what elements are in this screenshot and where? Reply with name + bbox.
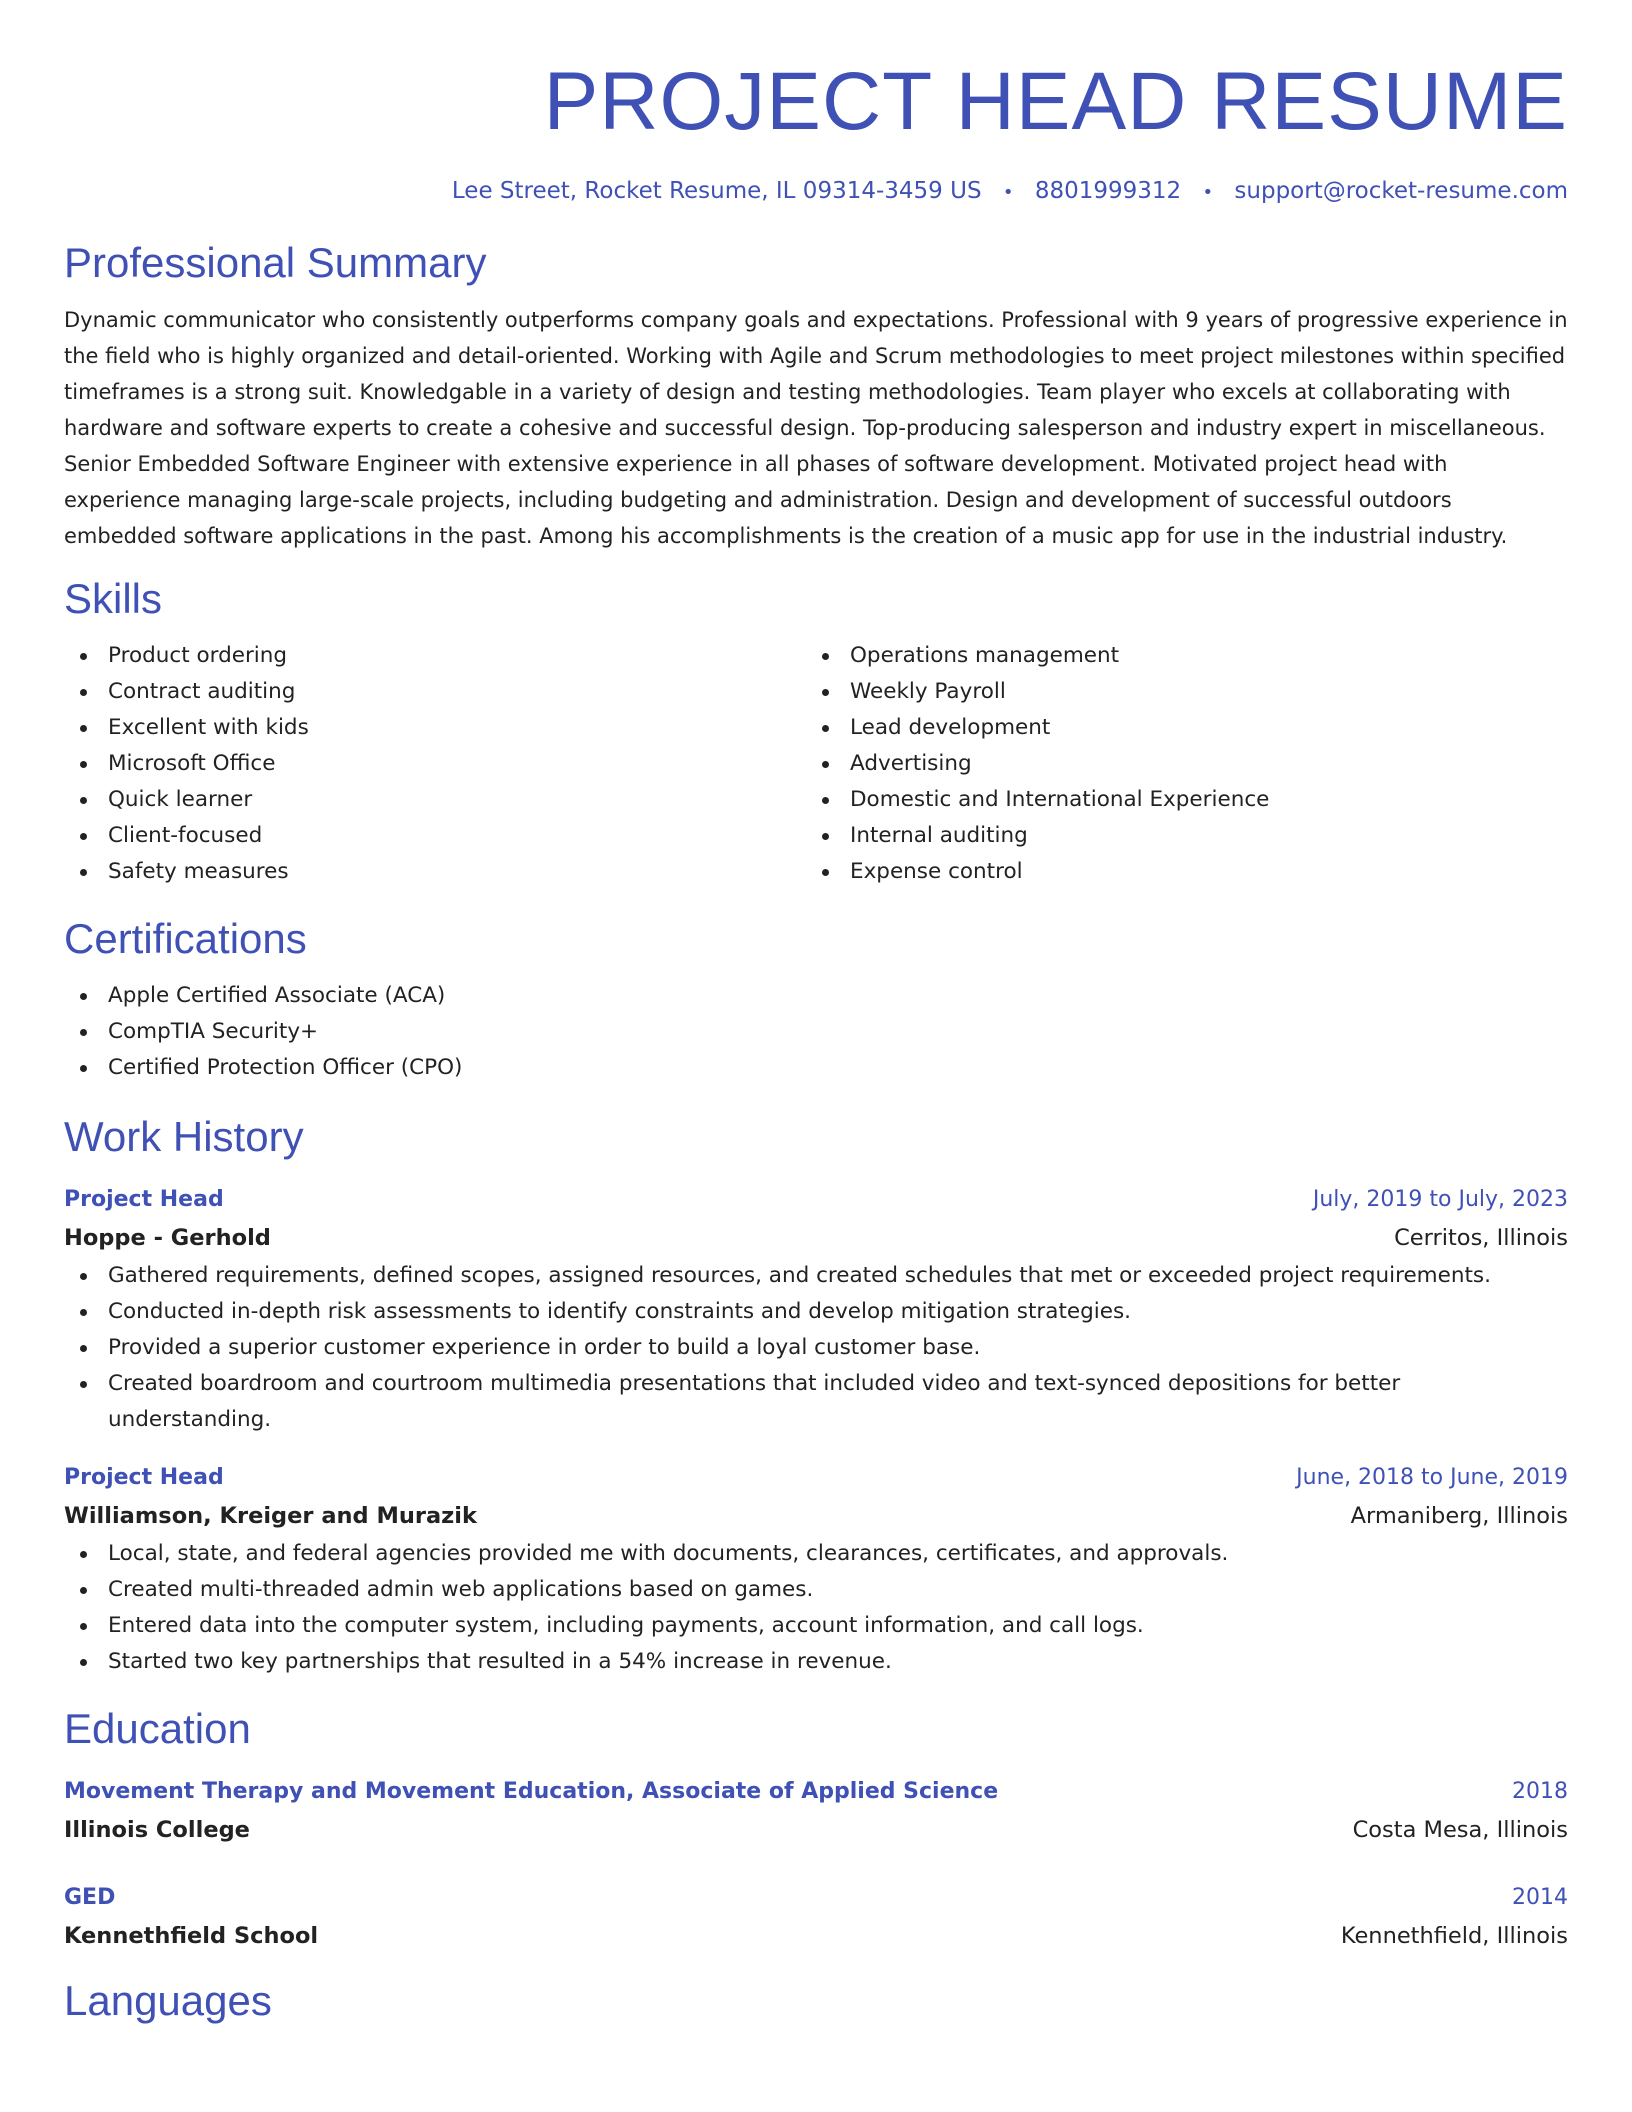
separator-dot: • [1002, 182, 1014, 203]
job-location: Armaniberg, Illinois [1350, 1503, 1568, 1529]
email-link[interactable]: support@rocket-resume.com [1234, 178, 1568, 204]
list-item: Conducted in-depth risk assessments to identify constraints and develop mitigation strategies. [64, 1294, 1568, 1330]
graduation-year: 2014 [1512, 1885, 1568, 1910]
list-item: Local, state, and federal agencies provided me with documents, clearances, certificates, and approvals. [64, 1536, 1568, 1572]
list-item: Lead development [806, 710, 1548, 746]
education-header [64, 1880, 1568, 1916]
separator-dot: • [1202, 182, 1214, 203]
school-location: Kennethfield, Illinois [1340, 1923, 1568, 1949]
job-bullets [64, 1536, 1568, 1680]
list-item: Quick learner [64, 782, 806, 818]
job-subheader [64, 1218, 1568, 1258]
graduation-year: 2018 [1512, 1779, 1568, 1804]
list-item: Operations management [806, 638, 1548, 674]
resume-title: PROJECT HEAD RESUME [543, 56, 1568, 147]
education-entry [64, 1880, 1568, 1956]
summary-text: Dynamic communicator who consistently outperforms company goals and expectations. Professional with 9 years of progressive experience in the field who is highly organized and detail-oriented. Working with Agile and Scrum methodologies to meet project milestones within specified timeframes is a strong suit. Knowledgable in a variety of design and testing methodologies. Team player who excels at collaborating with hardware and software experts to create a cohesive and successful design. Top-producing salesperson and industry expert in miscellaneous. Senior Embedded Software Engineer with extensive experience in all phases of software development. Motivated project head with experience managing large-scale projects, including budgeting and administration. Design and development of successful outdoors embedded software applications in the past. Among his accomplishments is the creation of a music app for use in the industrial industry. [64, 308, 1568, 548]
skills-heading: Skills [64, 575, 163, 622]
job-location: Cerritos, Illinois [1394, 1225, 1568, 1251]
certifications-list [64, 978, 1568, 1086]
languages-heading: Languages [64, 1977, 272, 2024]
education-entry [64, 1774, 1568, 1850]
company-name: Williamson, Kreiger and Murazik [64, 1503, 477, 1529]
school-location: Costa Mesa, Illinois [1352, 1817, 1568, 1843]
list-item: Safety measures [64, 854, 806, 890]
list-item: Provided a superior customer experience in order to build a loyal customer base. [64, 1330, 1568, 1366]
job-entry [64, 1182, 1568, 1438]
contact-line [64, 176, 1568, 208]
list-item: Microsoft Office [64, 746, 806, 782]
list-item: CompTIA Security+ [64, 1014, 1568, 1050]
degree: GED [64, 1885, 116, 1910]
education-subheader [64, 1916, 1568, 1956]
job-entry [64, 1460, 1568, 1680]
skills-list-right [806, 638, 1548, 890]
list-item: Product ordering [64, 638, 806, 674]
school-name: Illinois College [64, 1817, 250, 1843]
list-item: Contract auditing [64, 674, 806, 710]
job-bullets [64, 1258, 1568, 1438]
list-item: Weekly Payroll [806, 674, 1548, 710]
list-item: Created boardroom and courtroom multimedia presentations that included video and text-synced depositions for better understanding. [64, 1366, 1568, 1438]
list-item: Started two key partnerships that resulted in a 54% increase in revenue. [64, 1644, 1568, 1680]
job-title: Project Head [64, 1187, 224, 1212]
list-item: Apple Certified Associate (ACA) [64, 978, 1568, 1014]
summary-heading: Professional Summary [64, 239, 487, 286]
list-item: Client-focused [64, 818, 806, 854]
list-item: Excellent with kids [64, 710, 806, 746]
skills-list-left [64, 638, 806, 890]
degree: Movement Therapy and Movement Education, Associate of Applied Science [64, 1779, 999, 1804]
certifications-heading: Certifications [64, 915, 307, 962]
education-heading: Education [64, 1705, 251, 1752]
list-item: Expense control [806, 854, 1548, 890]
job-header [64, 1182, 1568, 1218]
job-dates: July, 2019 to July, 2023 [1312, 1187, 1568, 1212]
job-header [64, 1460, 1568, 1496]
list-item: Gathered requirements, defined scopes, assigned resources, and created schedules that met or exceeded project requirements. [64, 1258, 1568, 1294]
list-item: Internal auditing [806, 818, 1548, 854]
work-history-heading: Work History [64, 1113, 304, 1160]
address: Lee Street, Rocket Resume, IL 09314-3459 US [451, 178, 982, 204]
job-dates: June, 2018 to June, 2019 [1296, 1465, 1568, 1490]
skills-columns [64, 638, 1568, 890]
list-item: Advertising [806, 746, 1548, 782]
education-subheader [64, 1810, 1568, 1850]
company-name: Hoppe - Gerhold [64, 1225, 271, 1251]
list-item: Created multi-threaded admin web applications based on games. [64, 1572, 1568, 1608]
school-name: Kennethfield School [64, 1923, 319, 1949]
phone: 8801999312 [1034, 178, 1182, 204]
list-item: Entered data into the computer system, including payments, account information, and call logs. [64, 1608, 1568, 1644]
job-title: Project Head [64, 1465, 224, 1490]
list-item: Domestic and International Experience [806, 782, 1548, 818]
education-header [64, 1774, 1568, 1810]
job-subheader [64, 1496, 1568, 1536]
list-item: Certified Protection Officer (CPO) [64, 1050, 1568, 1086]
